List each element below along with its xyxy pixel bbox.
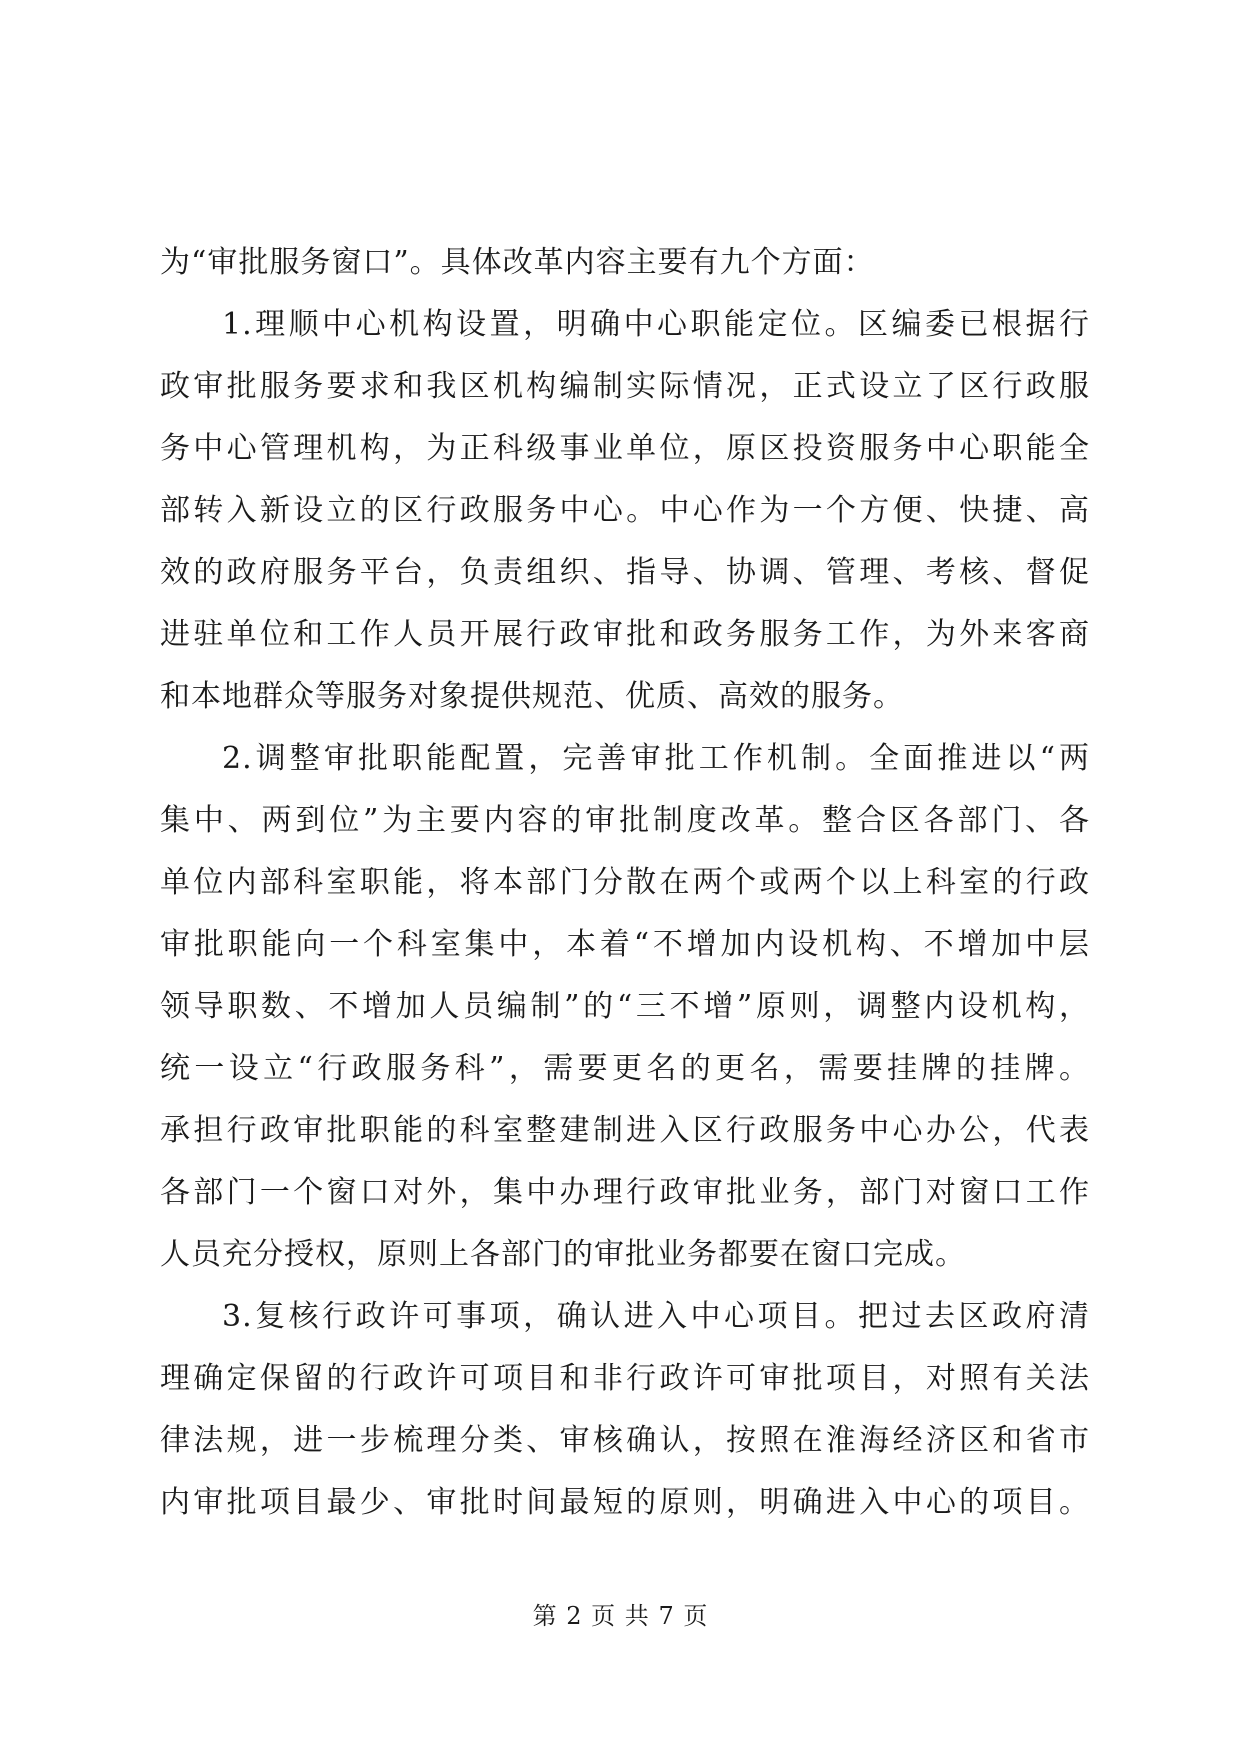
text-line: 2.调整审批职能配置，完善审批工作机制。全面推进以“两 — [222, 741, 1090, 776]
text-line: 部转入新设立的区行政服务中心。中心作为一个方便、快捷、高 — [160, 493, 1090, 528]
text-line: 律法规，进一步梳理分类、审核确认，按照在淮海经济区和省市 — [160, 1423, 1090, 1458]
document-body — [160, 232, 1090, 1534]
text-line: 领导职数、不增加人员编制”的“三不增”原则，调整内设机构， — [160, 989, 1090, 1024]
text-line: 审批职能向一个科室集中，本着“不增加内设机构、不增加中层 — [160, 927, 1090, 962]
text-line: 效的政府服务平台，负责组织、指导、协调、管理、考核、督促 — [160, 555, 1090, 590]
page-footer: 第 2 页 共 7 页 — [532, 1602, 709, 1630]
text-line: 为“审批服务窗口”。具体改革内容主要有九个方面： — [160, 245, 875, 280]
text-line: 理确定保留的行政许可项目和非行政许可审批项目，对照有关法 — [160, 1361, 1090, 1396]
text-line: 进驻单位和工作人员开展行政审批和政务服务工作，为外来客商 — [160, 617, 1090, 652]
text-line: 承担行政审批职能的科室整建制进入区行政服务中心办公，代表 — [160, 1113, 1090, 1148]
text-line: 务中心管理机构，为正科级事业单位，原区投资服务中心职能全 — [160, 431, 1090, 466]
text-line: 和本地群众等服务对象提供规范、优质、高效的服务。 — [160, 679, 904, 714]
text-line: 人员充分授权，原则上各部门的审批业务都要在窗口完成。 — [160, 1237, 966, 1272]
text-line: 统一设立“行政服务科”，需要更名的更名，需要挂牌的挂牌。 — [160, 1051, 1090, 1086]
text-line: 单位内部科室职能，将本部门分散在两个或两个以上科室的行政 — [160, 865, 1090, 900]
text-line: 集中、两到位”为主要内容的审批制度改革。整合区各部门、各 — [160, 803, 1090, 838]
text-line: 3.复核行政许可事项，确认进入中心项目。把过去区政府清 — [222, 1299, 1090, 1334]
text-line: 政审批服务要求和我区机构编制实际情况，正式设立了区行政服 — [160, 369, 1090, 404]
text-line: 内审批项目最少、审批时间最短的原则，明确进入中心的项目。 — [160, 1485, 1090, 1520]
text-line: 各部门一个窗口对外，集中办理行政审批业务，部门对窗口工作 — [160, 1175, 1090, 1210]
text-line: 1.理顺中心机构设置，明确中心职能定位。区编委已根据行 — [222, 307, 1090, 342]
